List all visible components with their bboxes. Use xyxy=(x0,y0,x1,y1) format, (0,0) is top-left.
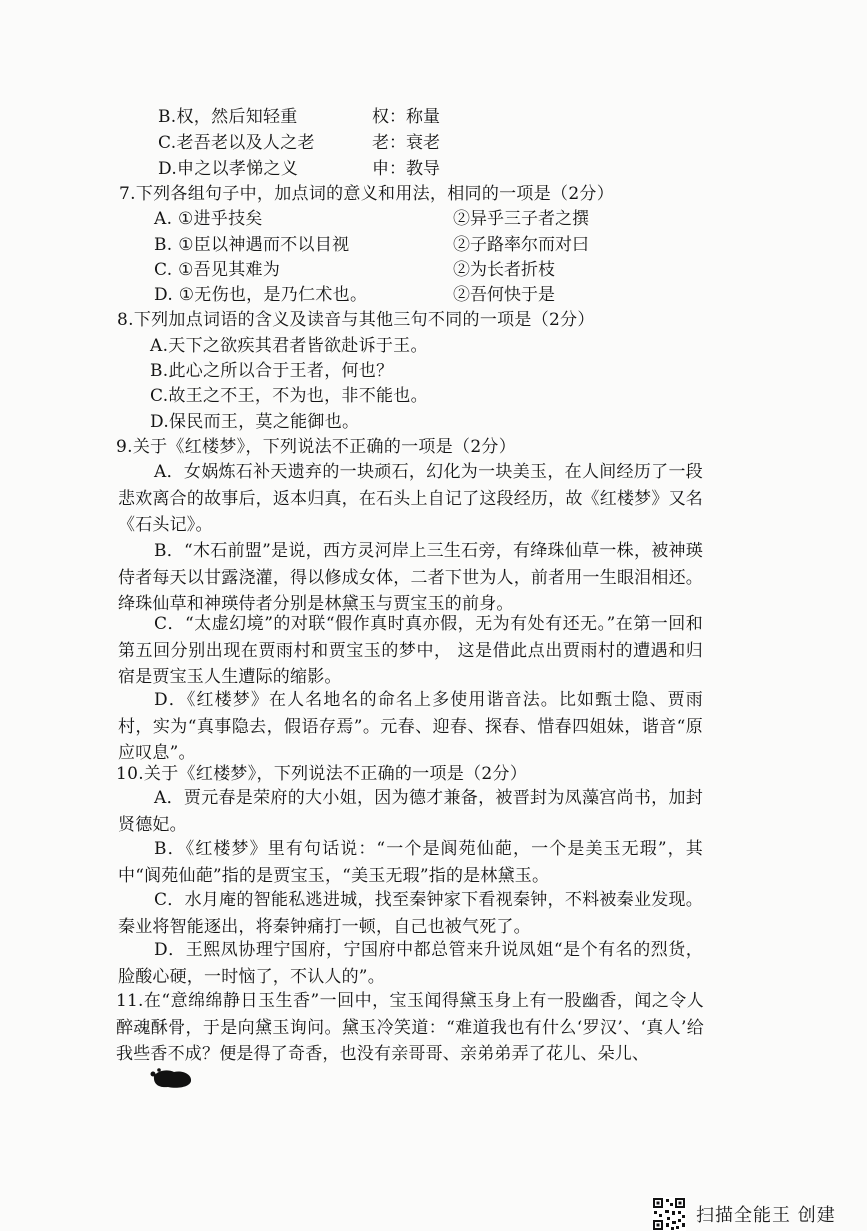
ink-blot xyxy=(150,1066,194,1090)
q7-option-a: A. ①进乎技矣 xyxy=(154,209,263,229)
q9-stem: 9.关于《红楼梦》，下列说法不正确的一项是（2分） xyxy=(116,437,517,457)
q7-option-c-pair: ②为长者折枝 xyxy=(453,260,555,280)
q10-option-c: C．水月庵的智能私逃进城，找至秦钟家下看视秦钟，不料被秦业发现。秦业将智能逐出，将秦钟痛打一顿，自己也被气死了。 xyxy=(118,890,703,937)
q8-option-a: A.天下之欲疾其君者皆欲赴诉于王。 xyxy=(150,336,428,356)
q6-option-c-gloss: 老：衰老 xyxy=(372,133,440,153)
q9-option-b: B．“木石前盟”是说，西方灵河岸上三生石旁，有绛珠仙草一株，被神瑛侍者每天以甘露浇灌，得以修成女体，二者下世为人，前者用一生眼泪相还。绛珠仙草和神瑛侍者分别是林黛玉与贾宝玉的前身。 xyxy=(118,541,703,614)
q8-stem: 8.下列加点词语的含义及读音与其他三句不同的一项是（2分） xyxy=(117,310,595,330)
q7-stem: 7.下列各组句子中，加点词的意义和用法，相同的一项是（2分） xyxy=(119,184,615,204)
q10-option-a: A．贾元春是荣府的大小姐，因为德才兼备，被晋封为凤藻宫尚书，加封贤德妃。 xyxy=(118,788,703,835)
scanner-watermark-text: 扫描全能王 创建 xyxy=(696,1205,836,1226)
q9-option-c: C．“太虚幻境”的对联“假作真时真亦假，无为有处有还无。”在第一回和第五回分别出现在贾雨村和贾宝玉的梦中， 这是借此点出贾雨村的遭遇和归宿是贾宝玉人生遭际的缩影。 xyxy=(118,614,703,687)
q7-option-b-pair: ②子路率尔而对曰 xyxy=(453,235,589,255)
q9-option-a: A．女娲炼石补天遗弃的一块顽石，幻化为一块美玉，在人间经历了一段悲欢离合的故事后，返本归真，在石头上自记了这段经历，故《红楼梦》又名《石头记》。 xyxy=(118,462,703,535)
q11-text: 11.在“意绵绵静日玉生香”一回中，宝玉闻得黛玉身上有一股幽香，闻之令人醉魂酥骨，于是向黛玉询问。黛玉冷笑道：“难道我也有什么‘罗汉’、‘真人’给我些香不成？便是得了奇香，也没有亲哥哥、亲弟弟弄了花儿、朵儿、 xyxy=(116,991,704,1064)
q10-option-b: B．《红楼梦》里有句话说：“一个是阆苑仙葩，一个是美玉无瑕”，其中“阆苑仙葩”指的是贾宝玉，“美玉无瑕”指的是林黛玉。 xyxy=(118,839,703,886)
q6-option-d-gloss: 申：教导 xyxy=(372,159,440,179)
scanner-watermark xyxy=(652,1197,836,1231)
q10-option-d: D．王熙凤协理宁国府，宁国府中都总管来升说凤姐“是个有名的烈货，脸酸心硬，一时恼了，不认人的”。 xyxy=(118,940,703,987)
q8-option-c: C.故王之不王，不为也，非不能也。 xyxy=(150,386,428,406)
q7-option-a-pair: ②异乎三子者之撰 xyxy=(453,209,589,229)
q8-option-b: B.此心之所以合于王者，何也？ xyxy=(150,361,394,381)
q6-option-b: B.权，然后知轻重 xyxy=(158,107,298,127)
q8-option-d: D.保民而王，莫之能御也。 xyxy=(150,412,360,432)
q6-option-c: C.老吾老以及人之老 xyxy=(158,133,315,153)
q7-option-d-pair: ②吾何快于是 xyxy=(453,285,555,305)
q7-option-d: D. ①无伤也，是乃仁术也。 xyxy=(154,285,368,305)
q6-option-b-gloss: 权：称量 xyxy=(372,107,440,127)
q7-option-c: C. ①吾见其难为 xyxy=(154,260,281,280)
q6-option-d: D.申之以孝悌之义 xyxy=(158,159,299,179)
q10-stem: 10.关于《红楼梦》，下列说法不正确的一项是（2分） xyxy=(116,764,528,784)
q9-option-d: D．《红楼梦》在人名地名的命名上多使用谐音法。比如甄士隐、贾雨村，实为“真事隐去，假语存焉”。元春、迎春、探春、惜春四姐妹，谐音“原应叹息”。 xyxy=(118,690,703,763)
q7-option-b: B. ①臣以神遇而不以目视 xyxy=(154,235,350,255)
qr-code-icon xyxy=(652,1197,686,1231)
